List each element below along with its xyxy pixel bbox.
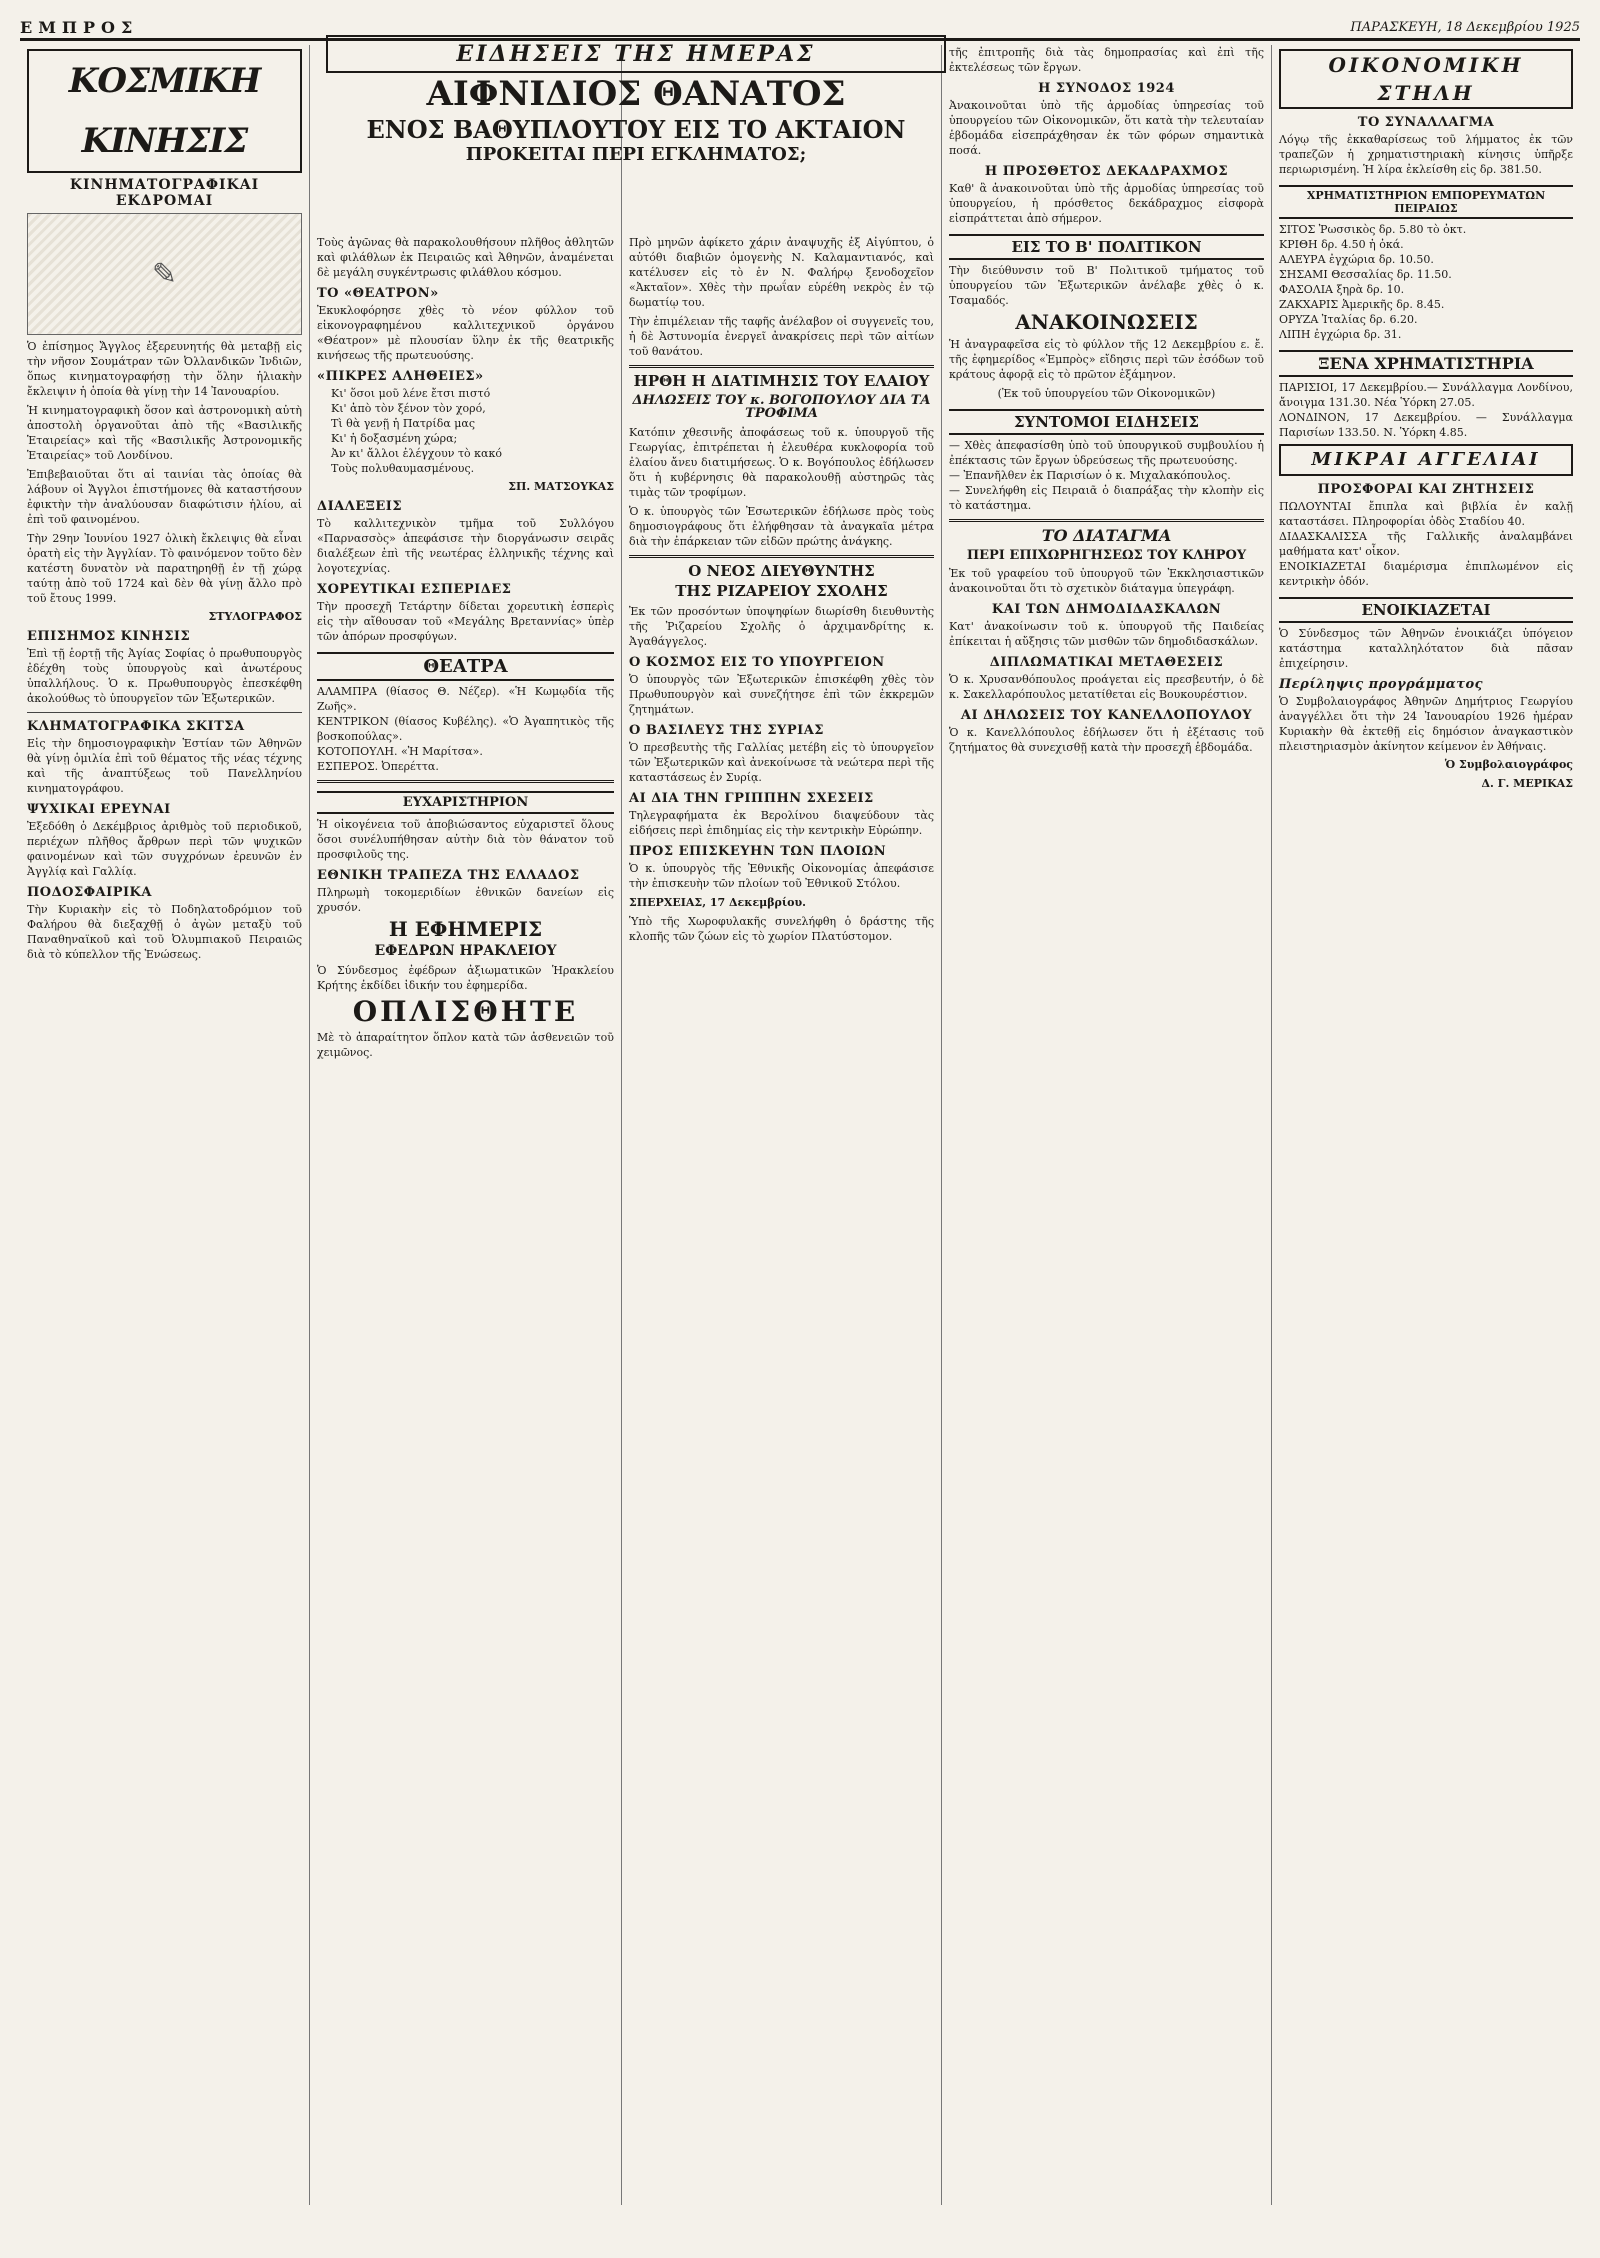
news-banner: ΕΙΔΗΣΕΙΣ ΤΗΣ ΗΜΕΡΑΣ xyxy=(326,35,946,73)
section-heading: ΑΙ ΔΙΑ ΤΗΝ ΓΡΙΠΠΗΝ ΣΧΕΣΕΙΣ xyxy=(629,790,874,806)
masthead-date: ΠΑΡΑΣΚΕΥΗ, 18 Δεκεμβρίου 1925 xyxy=(1350,19,1580,35)
paragraph: Ὁ κ. ὑπουργὸς τῶν Ἐσωτερικῶν ἐδήλωσε πρὸς τοὺς δημοσιογράφους ὅτι ἐλήφθησαν τὰ ἀναγκαῖα μέτρα διὰ τὴν ἐπάρκειαν τῶν εἰδῶν πρώτης ἀνάγκης. xyxy=(629,505,934,549)
sketch-illustration: ✎ xyxy=(27,213,302,335)
section-heading: ΕΦΕΔΡΩΝ ΗΡΑΚΛΕΙΟΥ xyxy=(374,943,557,959)
classifieds-banner: ΜΙΚΡΑΙ ΑΓΓΕΛΙΑΙ xyxy=(1279,444,1573,476)
section-heading: Ο ΝΕΟΣ ΔΙΕΥΘΥΝΤΗΣ xyxy=(688,562,875,581)
section-heading: ΑΙ ΔΗΛΩΣΕΙΣ ΤΟΥ ΚΑΝΕΛΛΟΠΟΥΛΟΥ xyxy=(960,708,1253,724)
section-heading: ΚΑΙ ΤΩΝ ΔΗΜΟΔΙΔΑΣΚΑΛΩΝ xyxy=(991,602,1222,618)
section-heading: Η ΠΡΟΣΘΕΤΟΣ ΔΕΚΑΔΡΑΧΜΟΣ xyxy=(984,164,1229,179)
paragraph: Τὴν προσεχῆ Τετάρτην δίδεται χορευτικὴ ἑσπερὶς εἰς τὴν αἴθουσαν τοῦ «Μεγάλης Βρεταννίας» ὑπὲρ τῶν ἀπόρων προσφύγων. xyxy=(317,600,614,643)
paragraph: ΑΛΑΜΠΡΑ (θίασος Θ. Νέζερ). «Ἡ Κωμῳδία τῆς Ζωῆς». ΚΕΝΤΡΙΚΟΝ (θίασος Κυβέλης). «Ὁ Ἀγαπητικὸς τῆς βοσκοπούλας». ΚΟΤΟΠΟΥΛΗ. «Ἡ Μαρίτσα». ΕΣΠΕΡΟΣ. Ὀπερέττα. xyxy=(317,685,614,773)
section-heading: ΔΙΑΛΕΞΕΙΣ xyxy=(317,499,403,514)
paragraph: Τὴν διεύθυνσιν τοῦ Β' Πολιτικοῦ τμήματος τοῦ ὑπουργείου τῶν Ἐξωτερικῶν ἀνέλαβε χθὲς ὁ κ. Τσαμαδός. xyxy=(949,264,1264,307)
paragraph: Λόγῳ τῆς ἐκκαθαρίσεως τοῦ λήμματος ἐκ τῶν τραπεζῶν ἡ χρηματιστηριακὴ κίνησις ὑπῆρξε περιωρισμένη. Ἡ λίρα ἐκλείσθη εἰς δρ. 381.50. xyxy=(1279,133,1573,176)
paragraph: Ὁ ἐπίσημος Ἄγγλος ἐξερευνητής θὰ μεταβῇ εἰς τὴν νῆσον Σουμάτραν τῶν Ὀλλανδικῶν Ἰνδιῶν, ὅπως κινηματογραφήσῃ τὴν ὅλην ἡλιακὴν ἔκλειψιν ἡ ὁποία θὰ γίνῃ τὴν 14 Ἰανουαρίου. xyxy=(27,340,302,398)
paragraph: Καθ' ἃ ἀνακοινοῦται ὑπὸ τῆς ἁρμοδίας ὑπηρεσίας τοῦ ὑπουργείου, ἡ πρόσθετος δεκάδραχμος εἰσφορὰ εἰσπράττεται ἀπὸ σήμερον. xyxy=(949,182,1264,225)
paragraph: Ὁ Σύνδεσμος τῶν Ἀθηνῶν ἐνοικιάζει ὑπόγειον κατάστημα καταλληλότατον διὰ πᾶσαν ἐπιχείρησιν. xyxy=(1279,627,1573,670)
paragraph: ΣΙΤΟΣ Ῥωσσικὸς δρ. 5.80 τὸ ὀκτ. ΚΡΙΘΗ δρ. 4.50 ἡ ὀκά. ΑΛΕΥΡΑ ἐγχώρια δρ. 10.50. ΣΗΣΑΜΙ Θεσσαλίας δρ. 11.50. ΦΑΣΟΛΙΑ ξηρὰ δρ. 10. ΖΑΚΧΑΡΙΣ Ἀμερικῆς δρ. 8.45. ΟΡΥΖΑ Ἰταλίας δρ. 6.20. ΛΙΠΗ ἐγχώρια δρ. 31. xyxy=(1279,223,1467,341)
divider xyxy=(949,519,1264,522)
newspaper-page xyxy=(20,16,1580,2226)
section-heading: ΕΠΙΣΗΜΟΣ ΚΙΝΗΣΙΣ xyxy=(27,629,191,644)
section-heading: ΤΟ ΣΥΝΑΛΛΑΓΜΑ xyxy=(1357,115,1495,130)
section-heading: ΕΘΝΙΚΗ ΤΡΑΠΕΖΑ ΤΗΣ ΕΛΛΑΔΟΣ xyxy=(317,868,580,883)
paragraph: τῆς ἐπιτροπῆς διὰ τὰς δημοπρασίας καὶ ἐπὶ τῆς ἐκτελέσεως τῶν ἔργων. xyxy=(949,46,1264,74)
paragraph: Τὴν 29ην Ἰουνίου 1927 ὁλικὴ ἔκλειψις θὰ εἶναι ὁρατὴ εἰς τὴν Ἀγγλίαν. Τὸ φαινόμενον τοῦτο δὲν κατέστη δυνατὸν νὰ παρατηρηθῇ ἐν τῇ χώρᾳ ταύτῃ ἀπὸ τοῦ 1724 καὶ δὲν θὰ γίνῃ ἄλλο πρὸ τοῦ ἔτους 1999. xyxy=(27,532,302,605)
column-4 xyxy=(942,45,1272,2205)
signature: Δ. Γ. ΜΕΡΙΚΑΣ xyxy=(1481,777,1573,790)
column-5 xyxy=(1272,45,1580,2205)
top-news-span xyxy=(326,31,946,169)
section-heading: ΧΡΗΜΑΤΙΣΤΗΡΙΟΝ ΕΜΠΟΡΕΥΜΑΤΩΝ ΠΕΙΡΑΙΩΣ xyxy=(1279,185,1573,219)
section-heading: ΕΥΧΑΡΙΣΤΗΡΙΟΝ xyxy=(317,791,614,814)
section-heading: Η ΣΥΝΟΔΟΣ 1924 xyxy=(1038,81,1175,96)
paragraph: Ἐπιβεβαιοῦται ὅτι αἱ ταινίαι τὰς ὁποίας θὰ λάβουν οἱ Ἄγγλοι ἐπιστήμονες θὰ καταστήσουν ἐφικτὴν τὴν ἀναλύουσαν διαφώτισιν ἠλίου, αἱ ἐπὶ τοῦ φαινομένου. xyxy=(27,468,302,526)
paragraph: Εἰς τὴν δημοσιογραφικὴν Ἑστίαν τῶν Ἀθηνῶν θὰ γίνῃ ὁμιλία ἐπὶ τοῦ θέματος τῆς νέας τέχνης καὶ τῆς ἀναπτύξεως τοῦ Πανελληνίου κινηματογράφου. xyxy=(27,737,302,795)
section-heading: ΔΗΛΩΣΕΙΣ ΤΟΥ κ. ΒΟΓΟΠΟΥΛΟΥ ΔΙΑ ΤΑ ΤΡΟΦΙΜΑ xyxy=(632,392,931,422)
divider xyxy=(629,365,934,368)
section-heading: ΑΝΑΚΟΙΝΩΣΕΙΣ xyxy=(1015,310,1198,334)
section-heading: Η ΕΦΗΜΕΡΙΣ xyxy=(388,917,543,941)
paragraph: Ὁ ὑπουργὸς τῶν Ἐξωτερικῶν ἐπισκέφθη χθὲς τὸν Πρωθυπουργὸν καὶ συνεζήτησε ἐπὶ τῶν ἐκκρεμῶν ζητημάτων. xyxy=(629,672,934,716)
paragraph: Ἐκ τῶν προσόντων ὑποψηφίων διωρίσθη διευθυντὴς τῆς Ῥιζαρείου Σχολῆς ὁ ἀρχιμανδρίτης κ. Ἀγαθάγγελος. xyxy=(629,604,934,648)
paragraph: Ὁ κ. ὑπουργὸς τῆς Ἐθνικῆς Οἰκονομίας ἀπεφάσισε τὴν ἐπισκευὴν τῶν πλοίων τοῦ Ἐθνικοῦ Στόλου. xyxy=(629,861,934,890)
section-heading: ΠΡΟΣ ΕΠΙΣΚΕΥΗΝ ΤΩΝ ΠΛΟΙΩΝ xyxy=(629,843,887,859)
section-heading: «ΠΙΚΡΕΣ ΑΛΗΘΕΙΕΣ» xyxy=(317,369,484,384)
section-heading: ΠΟΔΟΣΦΑΙΡΙΚΑ xyxy=(27,885,152,900)
paragraph: Ὁ Σύνδεσμος ἐφέδρων ἀξιωματικῶν Ἡρακλείου Κρήτης ἐκδίδει ἰδικήν του ἐφημερίδα. xyxy=(317,963,614,992)
economic-banner: ΟΙΚΟΝΟΜΙΚΗ ΣΤΗΛΗ xyxy=(1279,49,1573,109)
paragraph: — Χθὲς ἀπεφασίσθη ὑπὸ τοῦ ὑπουργικοῦ συμβουλίου ἡ ἐπέκτασις τῶν ἔργων ὑδρεύσεως τῆς πρωτευούσης. — Ἐπανῆλθεν ἐκ Παρισίων ὁ κ. Μιχαλακόπουλος. — Συνελήφθη εἰς Πειραιᾶ ὁ διαπράξας τὴν κλοπὴν εἰς τὸ κατάστημα. xyxy=(949,439,1264,512)
paragraph: Ὁ πρεσβευτὴς τῆς Γαλλίας μετέβη εἰς τὸ ὑπουργεῖον τῶν Ἐξωτερικῶν καὶ ἀνεκοίνωσε τὰ νεώτερα περὶ τῆς καταστάσεως ἐν Συρίᾳ. xyxy=(629,740,934,784)
divider xyxy=(317,780,614,783)
dateline: ΣΠΕΡΧΕΙΑΣ, 17 Δεκεμβρίου. xyxy=(629,895,806,909)
section-heading: ΤΗΣ ΡΙΖΑΡΕΙΟΥ ΣΧΟΛΗΣ xyxy=(675,581,888,600)
section-heading: ΤΟ «ΘΕΑΤΡΟΝ» xyxy=(317,286,439,301)
section-heading: ΘΕΑΤΡΑ xyxy=(317,652,614,681)
paragraph: Ἐξεδόθη ὁ Δεκέμβριος ἀριθμὸς τοῦ περιοδικοῦ, περιέχων πλῆθος ἄρθρων περὶ τῶν ψυχικῶν φαινομένων καὶ τῶν συγχρόνων ἐρευνῶν ἐν Ἀγγλίᾳ καὶ Γαλλίᾳ. xyxy=(27,820,302,878)
section-heading: ΗΡΘΗ Η ΔΙΑΤΙΜΗΣΙΣ ΤΟΥ ΕΛΑΙΟΥ xyxy=(633,372,930,390)
section-heading: ΚΛΗΜΑΤΟΓΡΑΦΙΚΑ ΣΚΙΤΣΑ xyxy=(27,719,245,734)
section-heading: ΠΡΟΣΦΟΡΑΙ ΚΑΙ ΖΗΤΗΣΕΙΣ xyxy=(1317,482,1535,497)
section-heading: ΤΟ ΔΙΑΤΑΓΜΑ xyxy=(1041,526,1172,545)
paragraph: Κατ' ἀνακοίνωσιν τοῦ κ. ὑπουργοῦ τῆς Παιδείας ἐπίκειται ἡ αὔξησις τῶν μισθῶν τῶν δημοδιδασκάλων. xyxy=(949,620,1264,649)
section-heading: Ο ΒΑΣΙΛΕΥΣ ΤΗΣ ΣΥΡΙΑΣ xyxy=(629,722,824,738)
paragraph: Ἀνακοινοῦται ὑπὸ τῆς ἁρμοδίας ὑπηρεσίας τοῦ ὑπουργείου τῶν Οἰκονομικῶν, ὅτι κατὰ τὴν τελευταίαν ἑβδομάδα εἰσεπράχθησαν ἐκ τῶν φόρων σημαντικὰ ποσά. xyxy=(949,99,1264,157)
paragraph: Τὴν ἐπιμέλειαν τῆς ταφῆς ἀνέλαβον οἱ συγγενεῖς του, ἡ δὲ Ἀστυνομία ἐνεργεῖ ἀνακρίσεις περὶ τῶν αἰτίων τοῦ θανάτου. xyxy=(629,315,934,358)
paragraph: (Ἐκ τοῦ ὑπουργείου τῶν Οἰκονομικῶν) xyxy=(997,387,1216,400)
cinema-heading: ΚΙΝΗΜΑΤΟΓΡΑΦΙΚΑΙ ΕΚΔΡΟΜΑΙ xyxy=(69,177,260,209)
main-deck: ΠΡΟΚΕΙΤΑΙ ΠΕΡΙ ΕΓΚΛΗΜΑΤΟΣ; xyxy=(465,143,807,165)
paragraph: Ἐκ τοῦ γραφείου τοῦ ὑπουργοῦ τῶν Ἐκκλησιαστικῶν ἀνακοινοῦται ὅτι τὸ σχετικὸν διάταγμα ὑπεγράφη. xyxy=(949,567,1264,596)
section-heading: ΨΥΧΙΚΑΙ ΕΡΕΥΝΑΙ xyxy=(27,802,171,817)
paragraph: Ὁ Συμβολαιογράφος Ἀθηνῶν Δημήτριος Γεωργίου ἀναγγέλλει ὅτι τὴν 24 Ἰανουαρίου 1926 ἡμέραν Κυριακὴν θὰ ἐκτεθῇ εἰς δημόσιον ἀναγκαστικὸν πλειστηριασμὸν ἀκίνητον κείμενον ἐν Ἀθήναις. xyxy=(1279,695,1573,753)
paragraph: Τὸ καλλιτεχνικὸν τμῆμα τοῦ Συλλόγου «Παρνασσὸς» ἀπεφάσισε τὴν διοργάνωσιν σειρᾶς διαλέξεων ἐπὶ τῆς νεωτέρας ἑλληνικῆς τέχνης καὶ λογοτεχνίας. xyxy=(317,517,614,575)
main-headline: ΑΙΦΝΙΔΙΟΣ ΘΑΝΑΤΟΣ xyxy=(426,74,846,114)
poem: Κι' ὅσοι μοῦ λένε ἔτσι πιστό Κι' ἀπὸ τὸν ξένον τὸν χορό, Τὶ θὰ γενῇ ἡ Πατρίδα μας Κι' ἡ δοξασμένη χώρα; Ἀν κι' ἄλλοι ἐλέγχουν τὸ κακό Τοὺς πολυθαυμασμένους. xyxy=(331,387,502,475)
section-heading: ΟΠΛΙΣΘΗΤΕ xyxy=(352,994,579,1028)
signature: ΣΤΥΛΟΓΡΑΦΟΣ xyxy=(208,610,302,623)
social-banner: ΚΟΣΜΙΚΗ ΚΙΝΗΣΙΣ xyxy=(27,49,302,173)
paragraph: Ἐκυκλοφόρησε χθὲς τὸ νέον φύλλον τοῦ εἰκονογραφημένου καλλιτεχνικοῦ ὀργάνου «Θέατρον» μὲ πλουσίαν ὕλην ἐκ τῆς θεατρικῆς κινήσεως τῆς πρωτευούσης. xyxy=(317,304,614,362)
paragraph: Ἡ ἀναγραφεῖσα εἰς τὸ φύλλον τῆς 12 Δεκεμβρίου ε. ἔ. τῆς ἐφημερίδος «Ἐμπρὸς» εἴδησις περὶ τῶν ἐσόδων τοῦ κράτους ἀφορᾷ εἰς τὸ πρῶτον ἑξάμηνον. xyxy=(949,338,1264,381)
paragraph: Πληρωμὴ τοκομεριδίων ἐθνικῶν δανείων εἰς χρυσόν. xyxy=(317,886,614,914)
section-heading: ΣΥΝΤΟΜΟΙ ΕΙΔΗΣΕΙΣ xyxy=(949,409,1264,435)
section-heading: Ο ΚΟΣΜΟΣ ΕΙΣ ΤΟ ΥΠΟΥΡΓΕΙΟΝ xyxy=(629,654,885,670)
paragraph: Τηλεγραφήματα ἐκ Βερολίνου διαψεύδουν τὰς εἰδήσεις περὶ ἐπιδημίας εἰς τὴν κεντρικὴν Εὐρώπην. xyxy=(629,808,934,837)
section-heading: ΕΙΣ ΤΟ Β' ΠΟΛΙΤΙΚΟΝ xyxy=(949,234,1264,260)
signature: Ὁ Συμβολαιογράφος xyxy=(1444,758,1573,771)
section-heading: ΧΟΡΕΥΤΙΚΑΙ ΕΣΠΕΡΙΔΕΣ xyxy=(317,582,512,597)
paragraph: Πρὸ μηνῶν ἀφίκετο χάριν ἀναψυχῆς ἐξ Αἰγύπτου, ὁ αὐτόθι διαβιῶν ὁμογενὴς Ν. Καλαμαντιανός, καὶ κατέλυσεν εἰς τὸ ἐν Ν. Φαλήρῳ ξενοδοχεῖον «Ἀκταῖον». Χθὲς τὴν πρωΐαν εὑρέθη νεκρὸς ἐν τῷ δωματίῳ του. xyxy=(629,236,934,309)
divider xyxy=(27,712,302,713)
paragraph: Ἡ οἰκογένεια τοῦ ἀποβιώσαντος εὐχαριστεῖ ὅλους ὅσοι συνέλυπήθησαν αὐτὴν διὰ τὸν θάνατον τοῦ προσφιλοῦς της. xyxy=(317,818,614,861)
column-1 xyxy=(20,45,310,2205)
column-2 xyxy=(310,45,622,2205)
section-heading: ΕΝΟΙΚΙΑΖΕΤΑΙ xyxy=(1279,597,1573,623)
paragraph: Ὁ κ. Χρυσανθόπουλος προάγεται εἰς πρεσβευτήν, ὁ δὲ κ. Σακελλαρόπουλος μετατίθεται εἰς Βουκουρέστιον. xyxy=(949,673,1264,702)
paragraph: Κατόπιν χθεσινῆς ἀποφάσεως τοῦ κ. ὑπουργοῦ τῆς Γεωργίας, ἐπιτρέπεται ἡ ἐλευθέρα κυκλοφορία τοῦ ἐλαίου ἄνευ διατιμήσεως. Ὁ κ. Βογόπουλος ἐδήλωσεν ὅτι ἡ κυβέρνησις θὰ παρακολουθῇ αὐστηρῶς τὰς τιμὰς τῶν τροφίμων. xyxy=(629,426,934,500)
section-heading: ΔΙΠΛΩΜΑΤΙΚΑΙ ΜΕΤΑΘΕΣΕΙΣ xyxy=(989,655,1224,671)
paragraph: Ὁ κ. Κανελλόπουλος ἐδήλωσεν ὅτι ἡ ἐξέτασις τοῦ ζητήματος θὰ συνεχισθῇ κατὰ τὴν προσεχῆ ἑβδομάδα. xyxy=(949,726,1264,755)
column-3 xyxy=(622,45,942,2205)
main-subhead: ΕΝΟΣ ΒΑΘΥΠΛΟΥΤΟΥ ΕΙΣ ΤΟ ΑΚΤΑΙΟΝ xyxy=(366,114,906,144)
paragraph: Τὴν Κυριακὴν εἰς τὸ Ποδηλατοδρόμιον τοῦ Φαλήρου θὰ διεξαχθῇ ὁ ἀγὼν μεταξὺ τοῦ Παναθηναϊκοῦ καὶ τοῦ Ὀλυμπιακοῦ Πειραιῶς διὰ τὸ κύπελλον τῆς Ἑνώσεως. xyxy=(27,903,302,961)
paragraph: Ἡ κινηματογραφικὴ ὅσον καὶ ἀστρονομικὴ αὐτὴ ἀποστολὴ ὀργανοῦται ἀπὸ τῆς «Βασιλικῆς Ἑταιρείας» καὶ τῆς «Βασιλικῆς Ἀστρονομικῆς Ἑταιρείας» τοῦ Λονδίνου. xyxy=(27,404,302,462)
masthead-title: ΕΜΠΡΟΣ xyxy=(20,17,139,37)
columns xyxy=(20,45,1580,2205)
paragraph: ΠΑΡΙΣΙΟΙ, 17 Δεκεμβρίου.— Συνάλλαγμα Λονδίνου, ἄνοιγμα 131.30. Νέα Ὑόρκη 27.05. ΛΟΝΔΙΝΟΝ, 17 Δεκεμβρίου. — Συνάλλαγμα Παρισίων 133.50. Ν. Ὑόρκη 4.85. xyxy=(1279,381,1573,439)
section-heading: ΞΕΝΑ ΧΡΗΜΑΤΙΣΤΗΡΙΑ xyxy=(1279,350,1573,377)
divider xyxy=(629,555,934,558)
paragraph: Ἐπὶ τῇ ἑορτῇ τῆς Ἀγίας Σοφίας ὁ πρωθυπουργὸς ἐδέχθη τοὺς ὑπουργοὺς καὶ ἀνωτέρους ὑπαλλήλους. Ὁ κ. Πρωθυπουργὸς ἐπεσκέφθη ἀκολούθως τὸ ὑπουργεῖον τῶν Ἐξωτερικῶν. xyxy=(27,647,302,705)
section-heading: ΠΕΡΙ ΕΠΙΧΩΡΗΓΗΣΕΩΣ ΤΟΥ ΚΛΗΡΟΥ xyxy=(966,547,1247,563)
paragraph: ΠΩΛΟΥΝΤΑΙ ἔπιπλα καὶ βιβλία ἐν καλῇ καταστάσει. Πληροφορίαι ὁδὸς Σταδίου 40. ΔΙΔΑΣΚΑΛΙΣΣΑ τῆς Γαλλικῆς ἀναλαμβάνει μαθήματα κατ' οἶκον. ΕΝΟΙΚΙΑΖΕΤΑΙ διαμέρισμα ἐπιπλωμένον εἰς κεντρικὴν ὁδόν. xyxy=(1279,500,1573,588)
paragraph: Ὑπὸ τῆς Χωροφυλακῆς συνελήφθη ὁ δράστης τῆς κλοπῆς τῶν ζώων εἰς τὸ χωρίον Πλατύστομον. xyxy=(629,914,934,943)
paragraph: Μὲ τὸ ἀπαραίτητον ὅπλον κατὰ τῶν ἀσθενειῶν τοῦ χειμῶνος. xyxy=(317,1031,614,1060)
section-heading: Περίληψις προγράμματος xyxy=(1279,677,1484,692)
paragraph: Τοὺς ἀγῶνας θὰ παρακολουθήσουν πλῆθος ἀθλητῶν καὶ φιλάθλων ἐκ Πειραιῶς καὶ Ἀθηνῶν, ἀναμένεται δὲ μεγάλη συγκέντρωσις φιλάθλου κόσμου. xyxy=(317,236,614,279)
signature: ΣΠ. ΜΑΤΣΟΥΚΑΣ xyxy=(508,480,614,493)
